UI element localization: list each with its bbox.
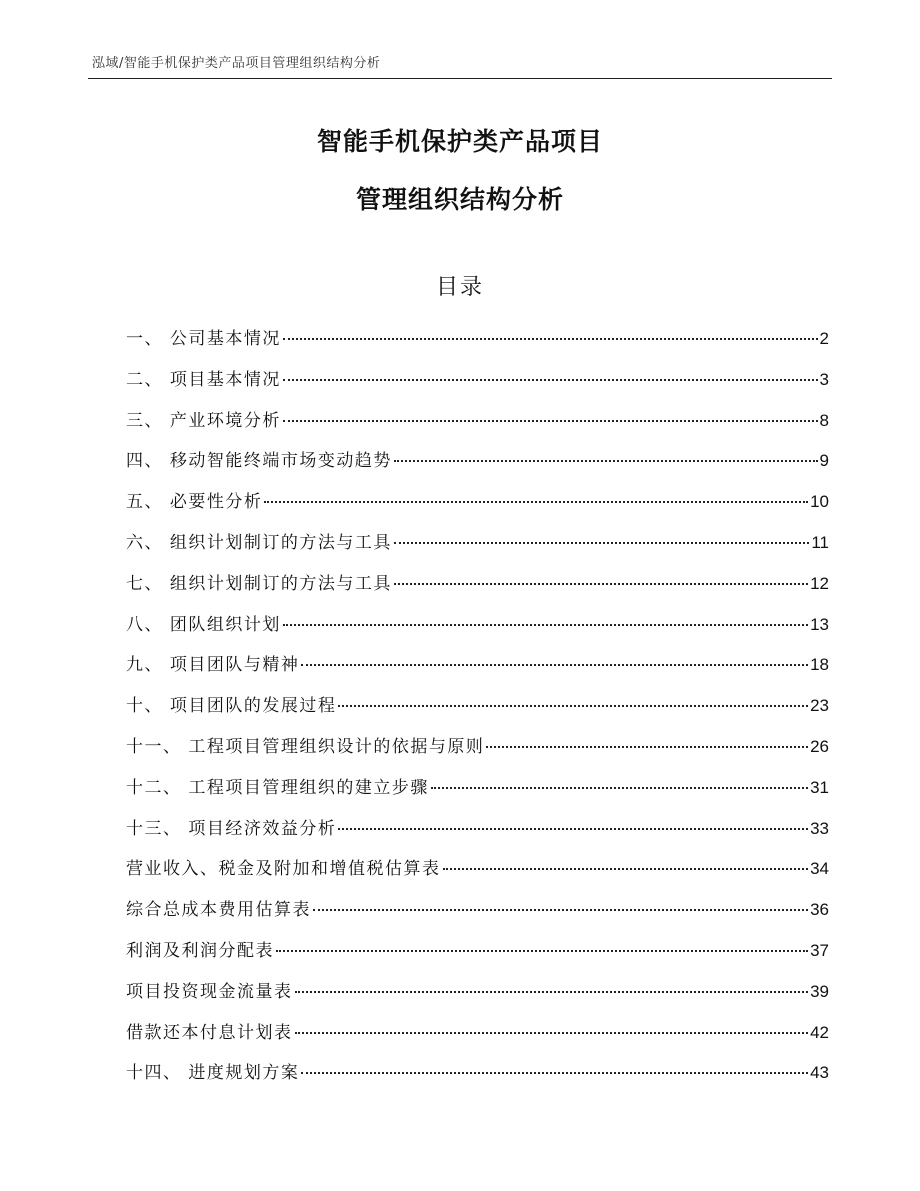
document-title-line-1: 智能手机保护类产品项目 (316, 127, 603, 156)
toc-item-label: 三、 产业环境分析 (126, 410, 281, 431)
toc-leader-dots (283, 338, 818, 340)
toc-leader-dots (443, 868, 809, 870)
toc-leader-dots (313, 909, 808, 911)
toc-item-label: 六、 组织计划制订的方法与工具 (126, 532, 392, 553)
toc-item[interactable] (126, 569, 829, 610)
toc-leader-dots (338, 828, 808, 830)
toc-item-label: 十一、 工程项目管理组织设计的依据与原则 (126, 736, 485, 757)
toc-leader-dots (486, 746, 808, 748)
toc-item[interactable] (126, 773, 829, 814)
toc-leader-dots (301, 1072, 808, 1074)
toc-leader-dots (283, 379, 818, 381)
toc-item-label: 四、 移动智能终端市场变动趋势 (126, 451, 392, 472)
toc-item-page: 3 (819, 369, 829, 389)
toc-item-page: 33 (810, 818, 829, 838)
toc-leader-dots (394, 583, 808, 585)
toc-item-page: 31 (810, 777, 829, 797)
toc-item[interactable] (126, 814, 829, 855)
toc-item-label: 二、 项目基本情况 (126, 369, 281, 390)
toc-item-page: 42 (810, 1022, 829, 1042)
toc-item-page: 36 (810, 900, 829, 920)
toc-item[interactable] (126, 1018, 829, 1059)
toc-item-label: 借款还本付息计划表 (126, 1022, 293, 1043)
toc-item[interactable] (126, 446, 829, 487)
toc-item-label: 七、 组织计划制订的方法与工具 (126, 573, 392, 594)
toc-leader-dots (264, 501, 808, 503)
document-title-line-2: 管理组织结构分析 (355, 185, 564, 214)
toc-item[interactable] (126, 487, 829, 528)
toc-item-label: 五、 必要性分析 (126, 492, 263, 513)
toc-leader-dots (338, 705, 808, 707)
toc-item-page: 9 (819, 451, 829, 471)
toc-item[interactable] (126, 365, 829, 406)
toc-item-page: 12 (810, 573, 829, 593)
toc-leader-dots (394, 542, 809, 544)
toc-item-page: 13 (810, 614, 829, 634)
toc-heading: 目录 (435, 275, 484, 300)
table-of-contents (126, 324, 829, 1099)
toc-leader-dots (276, 950, 808, 952)
toc-item-label: 九、 项目团队与精神 (126, 655, 300, 676)
toc-leader-dots (295, 991, 809, 993)
toc-item-page: 2 (819, 329, 829, 348)
toc-leader-dots (431, 787, 808, 789)
toc-leader-dots (295, 1032, 809, 1034)
toc-leader-dots (301, 664, 808, 666)
toc-item[interactable] (126, 406, 829, 447)
header-rule (88, 78, 832, 79)
toc-item-label: 八、 团队组织计划 (126, 614, 281, 635)
toc-item-page: 26 (810, 736, 829, 756)
toc-leader-dots (283, 420, 818, 422)
toc-item-label: 十四、 进度规划方案 (126, 1063, 300, 1084)
toc-item[interactable] (126, 977, 829, 1018)
toc-item-page: 43 (810, 1063, 829, 1083)
toc-item-label: 十、 项目团队的发展过程 (126, 696, 337, 717)
toc-item-page: 39 (810, 981, 829, 1001)
toc-item-page: 18 (810, 655, 829, 675)
toc-item-page: 23 (810, 696, 829, 716)
toc-item-label: 项目投资现金流量表 (126, 981, 293, 1002)
toc-item[interactable] (126, 1058, 829, 1099)
toc-item[interactable] (126, 854, 829, 895)
toc-item-label: 综合总成本费用估算表 (126, 900, 311, 921)
running-header: 泓域/智能手机保护类产品项目管理组织结构分析 (92, 56, 381, 71)
toc-item[interactable] (126, 324, 829, 365)
toc-item-page: 10 (810, 492, 829, 512)
toc-item-label: 一、 公司基本情况 (126, 329, 281, 349)
toc-item-label: 营业收入、税金及附加和增值税估算表 (126, 859, 441, 880)
toc-item[interactable] (126, 691, 829, 732)
toc-item-page: 37 (810, 940, 829, 960)
toc-item[interactable] (126, 610, 829, 651)
toc-item-label: 十二、 工程项目管理组织的建立步骤 (126, 777, 429, 798)
toc-item-page: 8 (819, 410, 829, 430)
toc-item[interactable] (126, 650, 829, 691)
toc-item[interactable] (126, 528, 829, 569)
toc-item-page: 34 (810, 859, 829, 879)
toc-leader-dots (283, 624, 808, 626)
toc-item[interactable] (126, 895, 829, 936)
toc-item-label: 十三、 项目经济效益分析 (126, 818, 337, 839)
toc-item-label: 利润及利润分配表 (126, 940, 274, 961)
toc-item-page: 11 (811, 532, 829, 552)
toc-item[interactable] (126, 732, 829, 773)
toc-leader-dots (394, 460, 818, 462)
toc-item[interactable] (126, 936, 829, 977)
